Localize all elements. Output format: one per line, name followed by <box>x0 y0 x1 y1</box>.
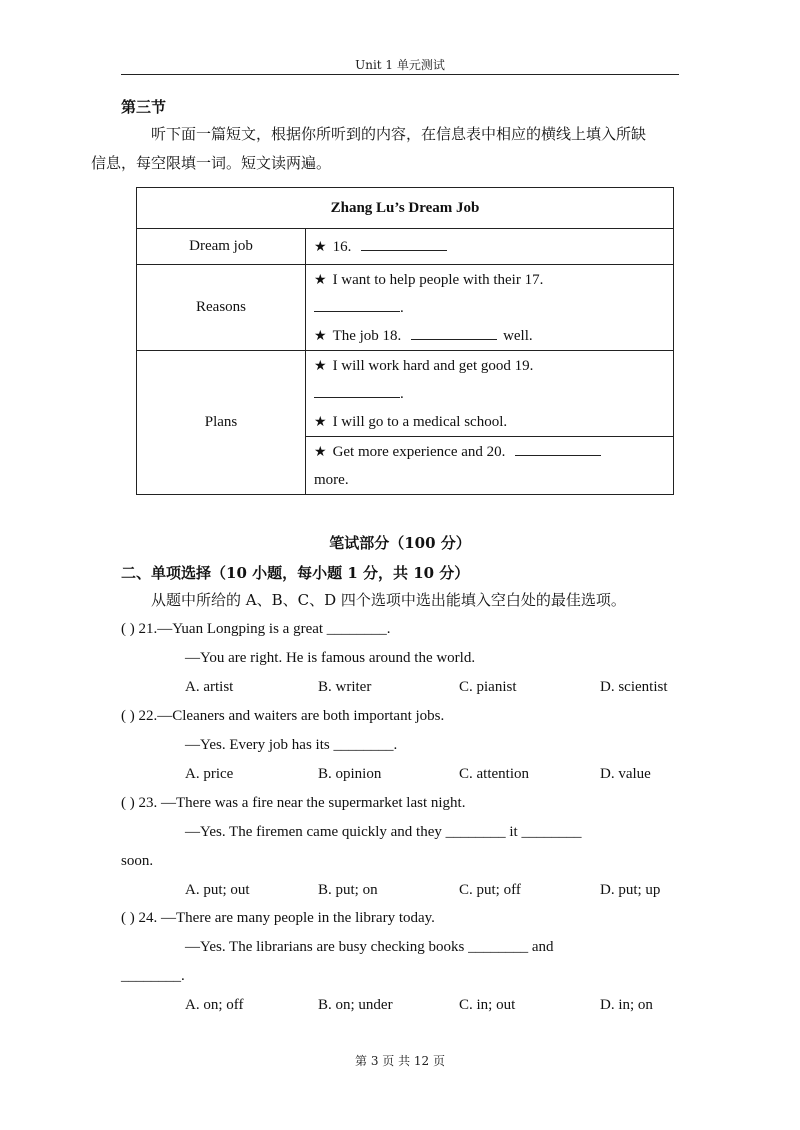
question-stem: —There are many people in the library today. <box>157 910 435 926</box>
star-icon: ★ <box>314 413 327 430</box>
section-title: 第三节 <box>121 98 167 116</box>
reason-2-end: well. <box>503 327 533 344</box>
question-22 <box>121 702 681 789</box>
answer-blank-18[interactable] <box>411 325 497 340</box>
answer-slot-24[interactable]: ( ) 24. <box>121 910 158 926</box>
answer-blank-20[interactable] <box>515 441 601 456</box>
question-response: —Yes. The librarians are busy checking books ________ and <box>185 939 554 955</box>
page-footer: 第 3 页 共 12 页 <box>355 1054 445 1068</box>
row-label-reasons: Reasons <box>137 265 306 351</box>
plans-cell <box>306 351 674 437</box>
plan-3-text: Get more experience and 20. <box>332 443 506 460</box>
answer-blank-19[interactable] <box>314 383 400 398</box>
option-b[interactable]: B. on; under <box>318 997 393 1013</box>
option-b[interactable]: B. writer <box>318 679 372 695</box>
option-d[interactable]: D. value <box>600 766 651 782</box>
table-caption: Zhang Lu’s Dream Job <box>137 188 674 229</box>
answer-blank-16[interactable] <box>361 236 447 251</box>
question-stem: —There was a fire near the supermarket last night. <box>157 795 466 811</box>
option-b[interactable]: B. put; on <box>318 882 378 898</box>
star-icon: ★ <box>314 238 327 255</box>
part2-title: 二、单项选择（10 小题，每小题 1 分，共 10 分） <box>121 564 470 582</box>
option-d[interactable]: D. put; up <box>600 882 661 898</box>
question-23 <box>121 789 681 905</box>
options-row <box>121 673 681 702</box>
instruction-line-2: 信息，每空限填一词。短文读两遍。 <box>91 154 332 172</box>
options-row <box>121 760 681 789</box>
plan-1-end: . <box>400 385 404 402</box>
option-c[interactable]: C. pianist <box>459 679 517 695</box>
star-icon: ★ <box>314 443 327 460</box>
option-a[interactable]: A. artist <box>185 679 234 695</box>
answer-slot-22[interactable]: ( ) 22. <box>121 708 158 724</box>
options-row <box>121 876 681 905</box>
row-label-plans: Plans <box>137 351 306 495</box>
question-continuation: ________. <box>121 968 185 984</box>
plans-cell-extra <box>306 437 674 495</box>
question-response: —Yes. Every job has its ________. <box>185 737 398 753</box>
section-instruction <box>91 120 681 178</box>
option-c[interactable]: C. in; out <box>459 997 516 1013</box>
option-a[interactable]: A. on; off <box>185 997 244 1013</box>
star-icon: ★ <box>314 357 327 374</box>
answer-slot-23[interactable]: ( ) 23. <box>121 795 158 811</box>
question-response: —Yes. The firemen came quickly and they ________ it ________ <box>185 824 582 840</box>
option-c[interactable]: C. attention <box>459 766 529 782</box>
instruction-line-1: 听下面一篇短文，根据你所听到的内容，在信息表中相应的横线上填入所缺 <box>151 125 647 143</box>
option-a[interactable]: A. price <box>185 766 234 782</box>
header-divider <box>121 74 679 75</box>
blank-16-label: 16. <box>332 238 352 255</box>
row-label-dream-job: Dream job <box>137 229 306 265</box>
reasons-cell <box>306 265 674 351</box>
reason-1-text: I want to help people with their 17. <box>332 271 544 288</box>
question-continuation: soon. <box>121 853 154 869</box>
answer-blank-17[interactable] <box>314 297 400 312</box>
reason-1-end: . <box>400 299 404 316</box>
question-24 <box>121 904 681 1020</box>
plan-1-text: I will work hard and get good 19. <box>332 357 534 374</box>
plan-2-text: I will go to a medical school. <box>332 413 508 430</box>
options-row <box>121 991 681 1020</box>
option-b[interactable]: B. opinion <box>318 766 382 782</box>
star-icon: ★ <box>314 271 327 288</box>
plan-3-end: more. <box>314 471 349 488</box>
option-d[interactable]: D. scientist <box>600 679 668 695</box>
reason-2-text: The job 18. <box>332 327 402 344</box>
option-a[interactable]: A. put; out <box>185 882 250 898</box>
answer-slot-21[interactable]: ( ) 21. <box>121 621 158 637</box>
option-c[interactable]: C. put; off <box>459 882 521 898</box>
question-stem: —Cleaners and waiters are both important jobs. <box>157 708 445 724</box>
question-response: —You are right. He is famous around the world. <box>185 650 476 666</box>
written-part-title: 笔试部分（100 分） <box>329 534 471 552</box>
question-21 <box>121 615 681 702</box>
question-stem: —Yuan Longping is a great ________. <box>157 621 391 637</box>
star-icon: ★ <box>314 327 327 344</box>
page-header: Unit 1 单元测试 <box>355 58 445 72</box>
dream-job-cell <box>306 229 674 265</box>
part2-instruction: 从题中所给的 A、B、C、D 四个选项中选出能填入空白处的最佳选项。 <box>151 591 626 609</box>
option-d[interactable]: D. in; on <box>600 997 653 1013</box>
info-table <box>136 187 674 495</box>
